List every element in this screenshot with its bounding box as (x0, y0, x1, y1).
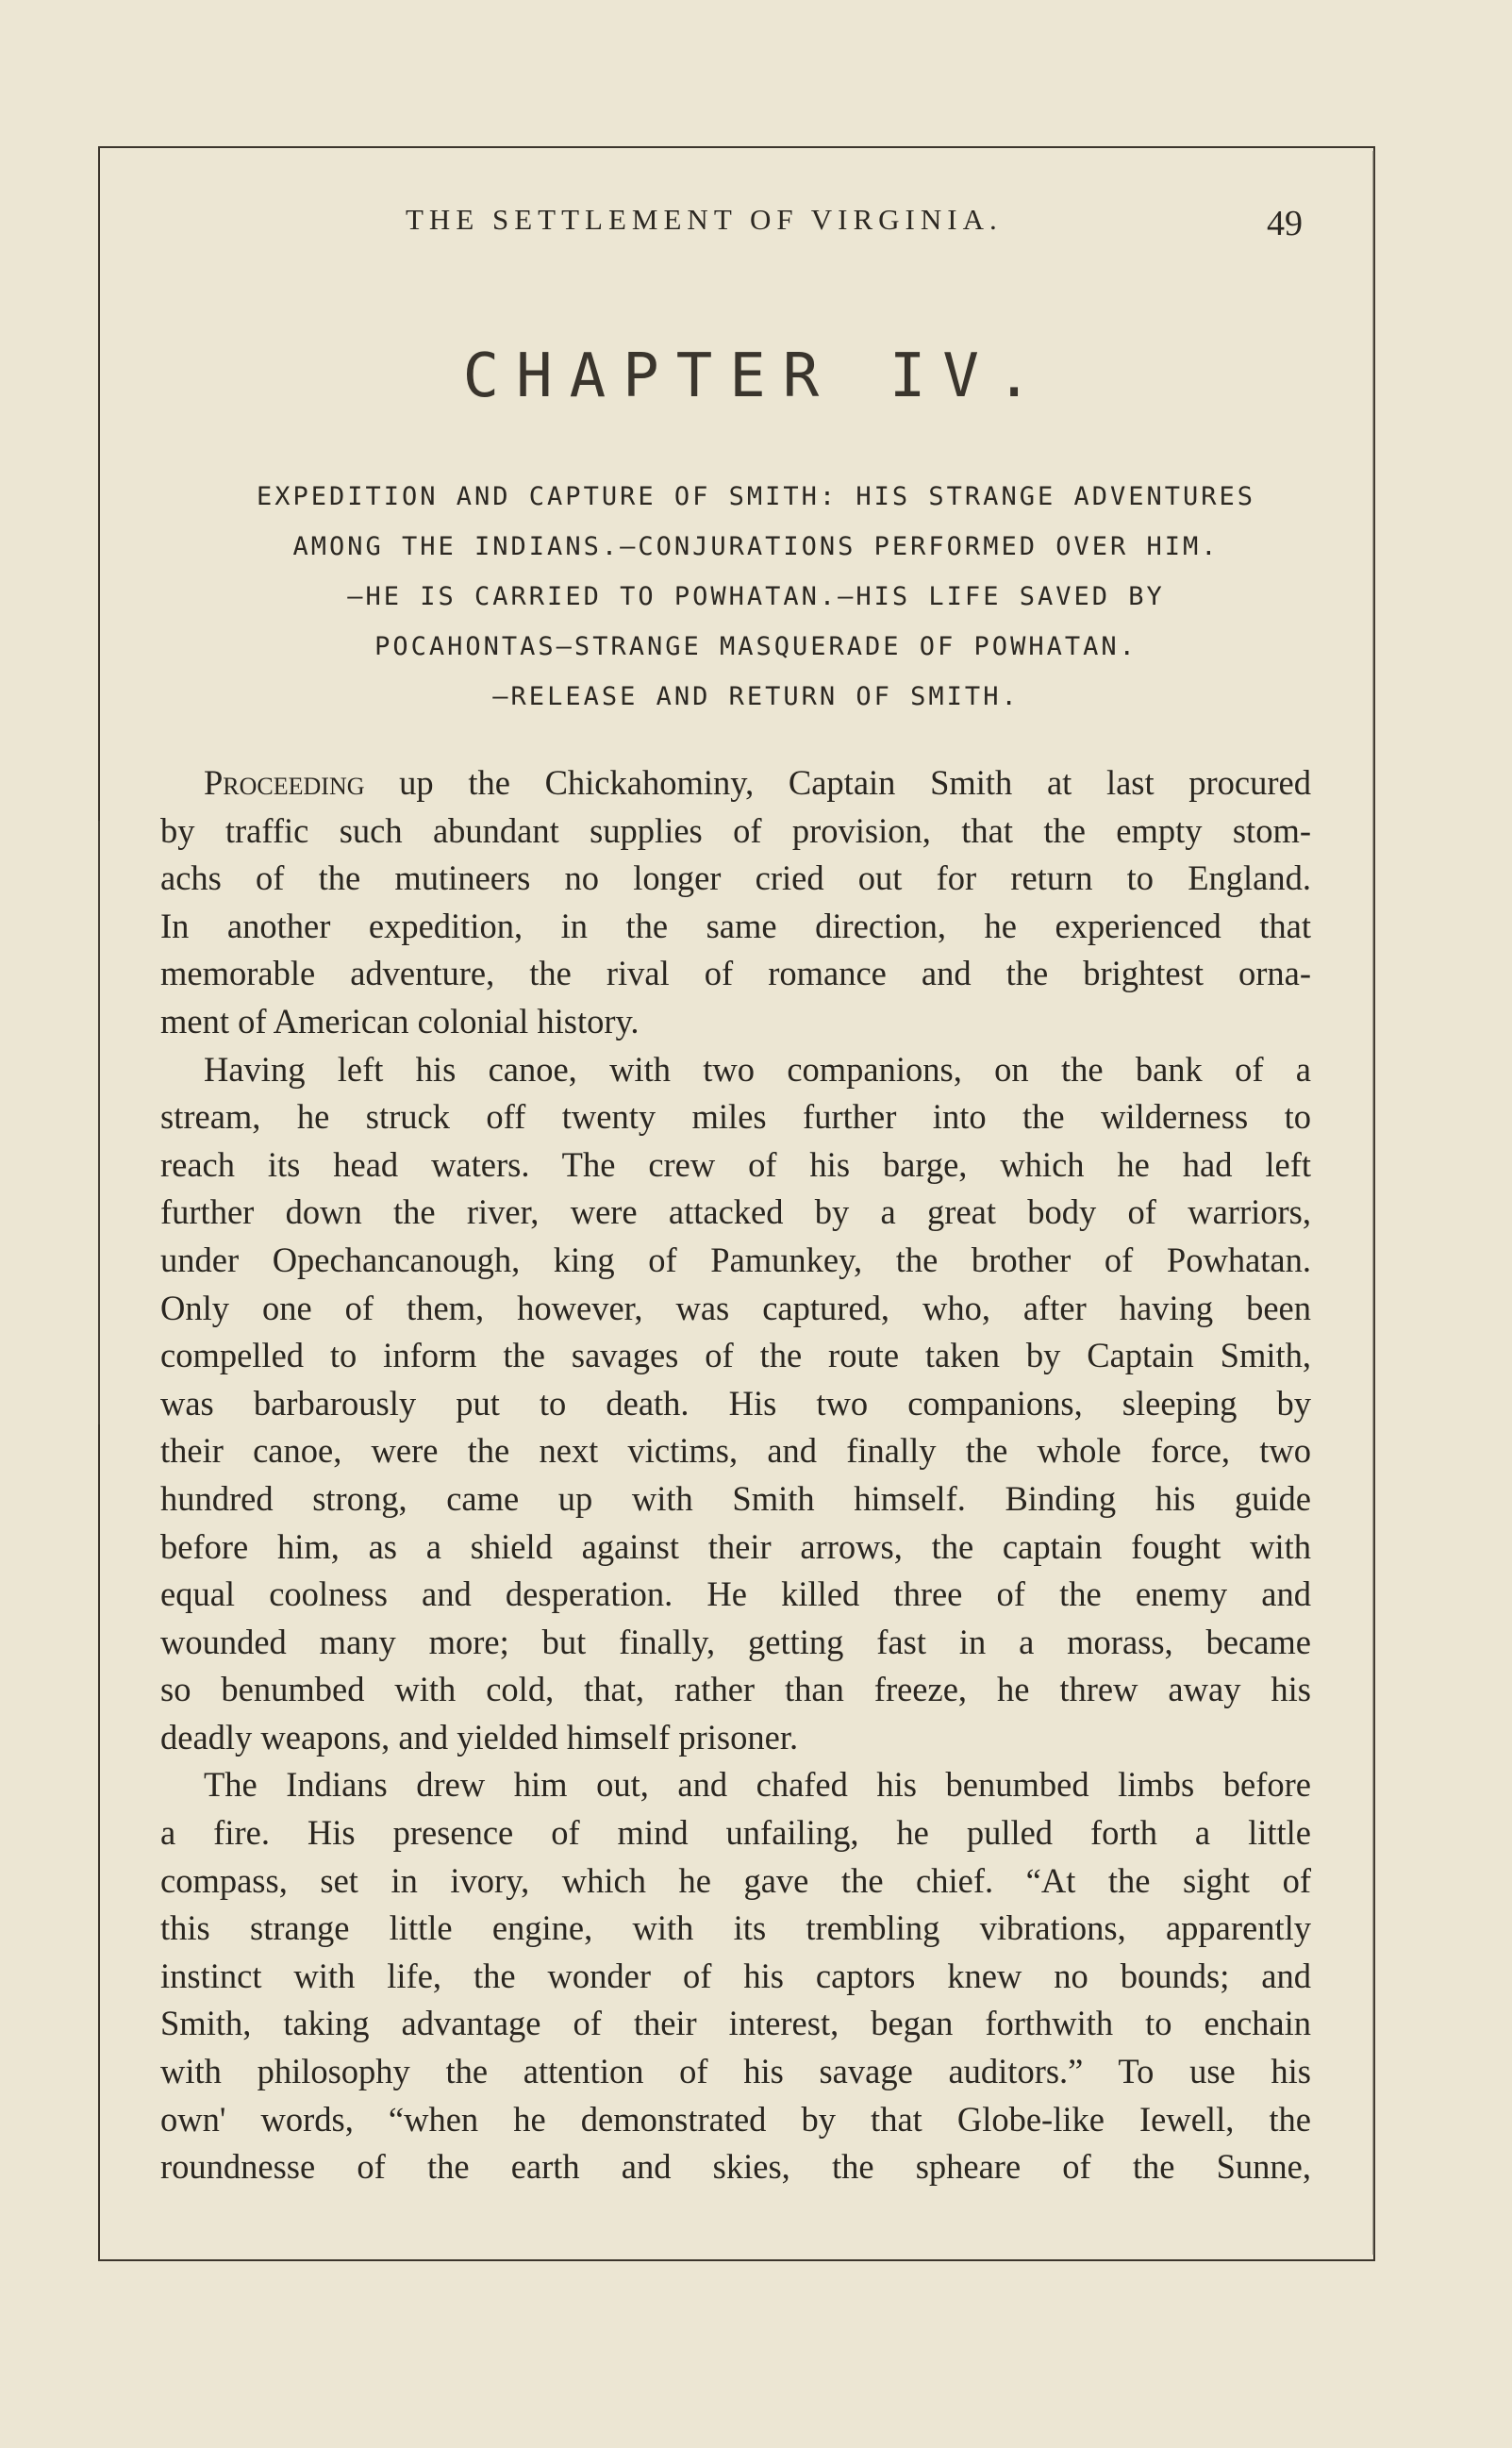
left-margin-shadow (98, 821, 100, 1424)
text-line: with philosophy the attention of his savage auditors.” To use his (160, 2052, 1311, 2091)
text-line: was barbarously put to death. His two companions, sleeping by (160, 1383, 1311, 1423)
text-line: under Opechancanough, king of Pamunkey, the brother of Powhatan. (160, 1240, 1311, 1279)
text-line: their canoe, were the next victims, and finally the whole force, two (160, 1431, 1311, 1471)
chapter-summary (0, 472, 1512, 722)
text-line: roundnesse of the earth and skies, the spheare of the Sunne, (160, 2147, 1311, 2187)
chapter-title: CHAPTER IV. (462, 341, 1050, 411)
text-line: a fire. His presence of mind unfailing, he pulled forth a little (160, 1813, 1311, 1853)
text-line: this strange little engine, with its trembling vibrations, apparently (160, 1908, 1311, 1948)
text-line: Only one of them, however, was captured, who, after having been (160, 1288, 1311, 1327)
text-line: ment of American colonial history. (160, 1001, 640, 1041)
body-text (160, 759, 1311, 2191)
text-line: hundred strong, came up with Smith himself. Binding his guide (160, 1478, 1311, 1518)
text-line: Smith, taking advantage of their interest, began forthwith to enchain (160, 2004, 1311, 2043)
text-line: Having left his canoe, with two companions, on the bank of a (204, 1049, 1311, 1089)
text-line: wounded many more; but finally, getting fast in a morass, became (160, 1622, 1311, 1661)
right-margin-rule (1372, 151, 1374, 2255)
text-line: before him, as a shield against their arrows, the captain fought with (160, 1526, 1311, 1566)
page-number: 49 (1267, 204, 1303, 243)
summary-line: POCAHONTAS—STRANGE MASQUERADE OF POWHATAN. (374, 632, 1138, 661)
text-line: stream, he struck off twenty miles further into the wilderness to (160, 1097, 1311, 1137)
text-line: reach its head waters. The crew of his barge, which he had left (160, 1144, 1311, 1184)
text-line: own' words, “when he demonstrated by that Globe-like Iewell, the (160, 2099, 1311, 2139)
paragraph-lead: Proceeding (204, 763, 365, 802)
summary-line: AMONG THE INDIANS.—CONJURATIONS PERFORMED OVER HIM. (292, 532, 1220, 561)
text-line: equal coolness and desperation. He killed three of the enemy and (160, 1574, 1311, 1614)
text-line: Proceeding up the Chickahominy, Captain Smith at last procured (204, 763, 1311, 802)
text-line: The Indians drew him out, and chafed his benumbed limbs before (204, 1765, 1311, 1805)
text-line: instinct with life, the wonder of his captors knew no bounds; and (160, 1956, 1311, 1995)
text-line: further down the river, were attacked by a great body of warriors, (160, 1192, 1311, 1232)
text-line: by traffic such abundant supplies of provision, that the empty stom- (160, 810, 1311, 850)
text-line: memorable adventure, the rival of romance and the brightest orna- (160, 954, 1311, 993)
text-line: so benumbed with cold, that, rather than freeze, he threw away his (160, 1670, 1311, 1709)
summary-line: —RELEASE AND RETURN OF SMITH. (492, 682, 1020, 711)
text-line: achs of the mutineers no longer cried out for return to England. (160, 858, 1311, 898)
text-line: compass, set in ivory, which he gave the chief. “At the sight of (160, 1860, 1311, 1900)
text-line: In another expedition, in the same direction, he experienced that (160, 906, 1311, 945)
summary-line: —HE IS CARRIED TO POWHATAN.—HIS LIFE SAVED BY (347, 582, 1165, 611)
running-head: THE SETTLEMENT OF VIRGINIA. (406, 203, 1003, 236)
text-line: deadly weapons, and yielded himself prisoner. (160, 1717, 799, 1757)
text-line: compelled to inform the savages of the route taken by Captain Smith, (160, 1336, 1311, 1375)
summary-line: EXPEDITION AND CAPTURE OF SMITH: HIS STRANGE ADVENTURES (256, 482, 1256, 511)
